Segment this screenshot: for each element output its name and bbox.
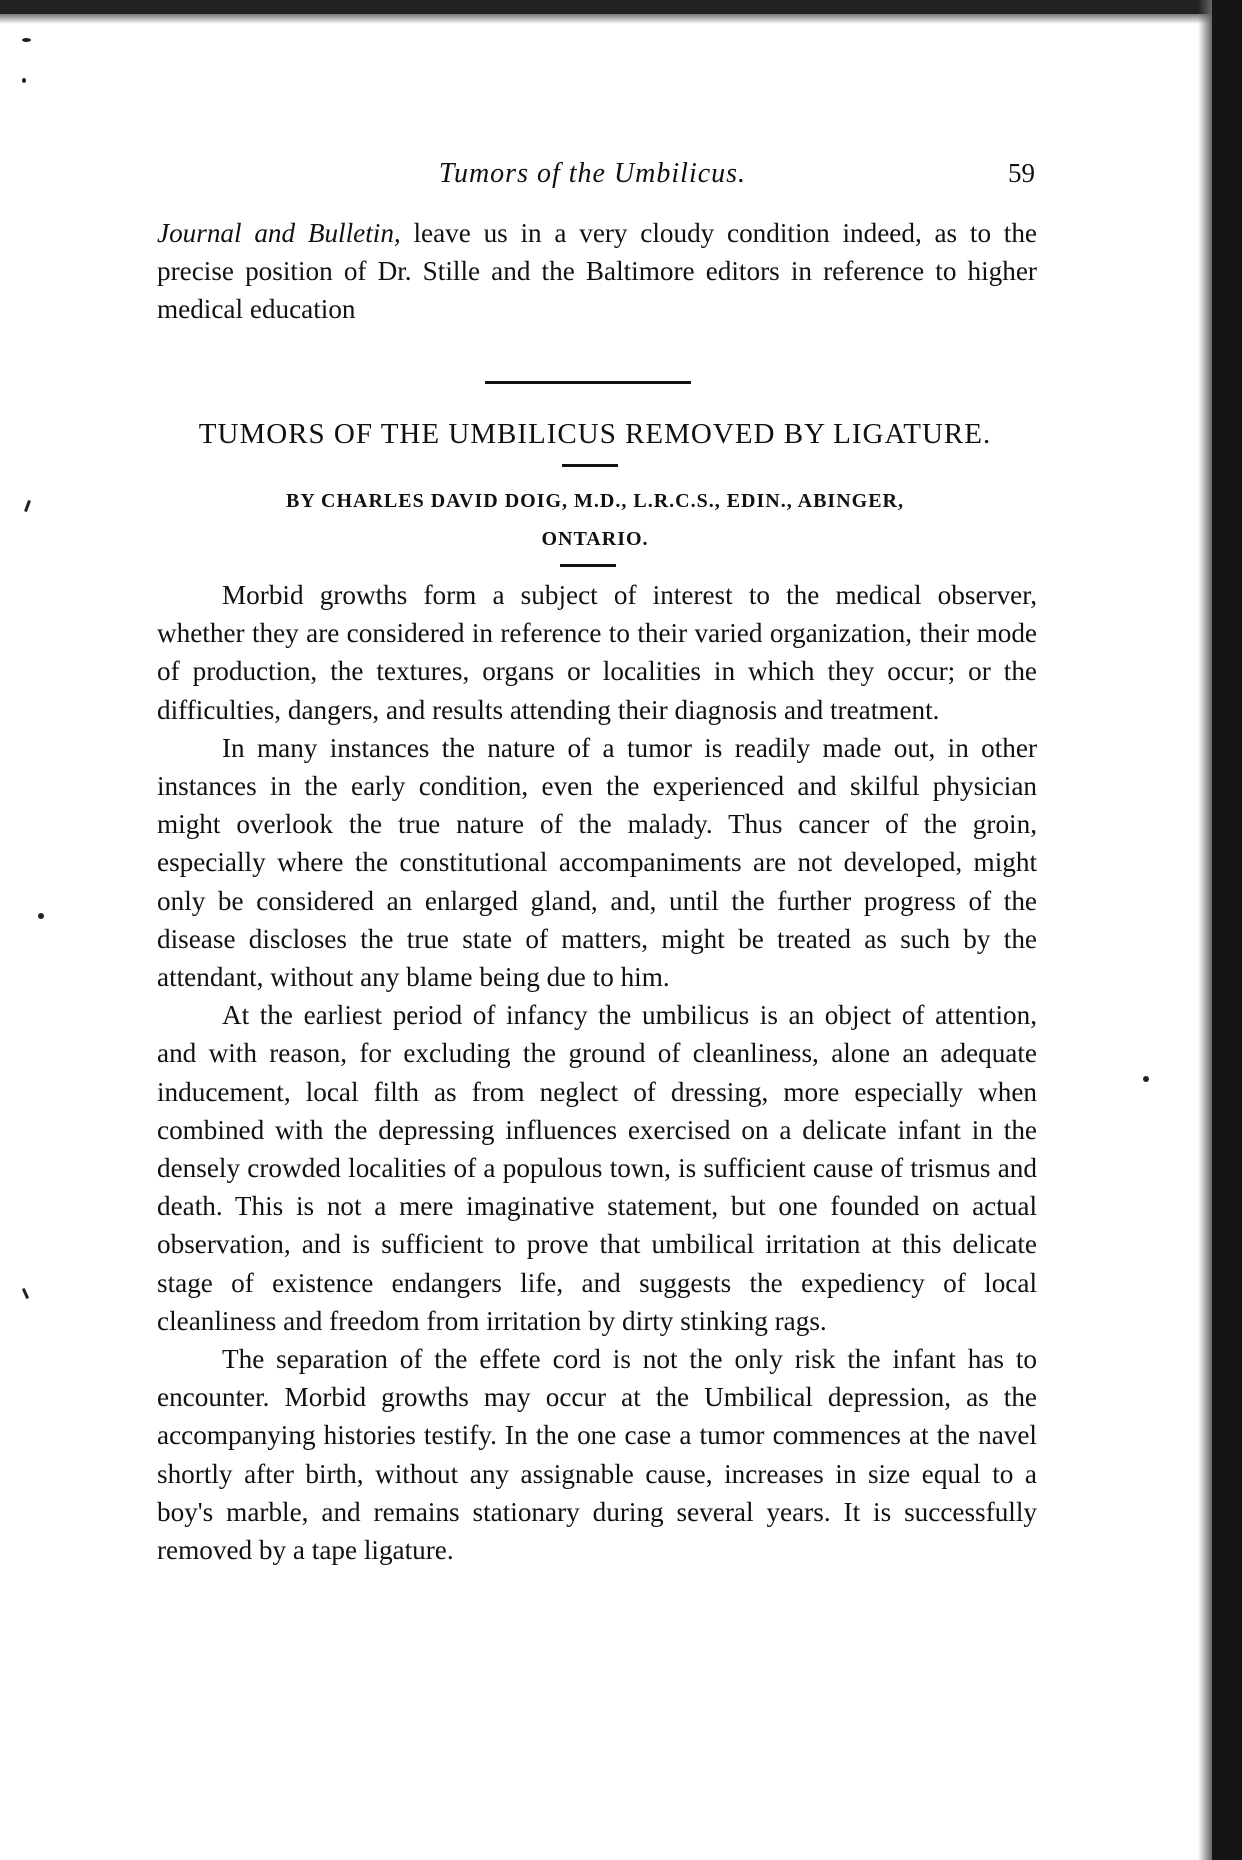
- running-title: Tumors of the Umbilicus.: [438, 158, 747, 189]
- scan-speck: [1143, 1076, 1149, 1082]
- scan-speck: [22, 78, 26, 83]
- scan-shadow-right: [1198, 0, 1212, 1860]
- title-rule: [562, 464, 618, 467]
- body-paragraph: Morbid growths form a subject of interest to the medical observer, whether they are considered in reference to their varied organization, their mode of production, the textures, organs or localities in which they occur; or the difficulties, dangers, and results attending their diagnosis and treatment.: [157, 580, 1037, 725]
- journal-name: Journal and Bulletin,: [157, 218, 401, 248]
- body-paragraph: At the earliest period of infancy the umbilicus is an object of attention, and with reason, for excluding the ground of cleanliness, alone an adequate inducement, local filth as from neglect of dressing, more especially when combined with the depressing influences exercised on a delicate infant in the densely crowded localities of a populous town, is sufficient cause of trismus and death. This is not a mere imaginative statement, but one founded on actual observation, and is sufficient to prove that umbilical irritation at this delicate stage of existence endangers life, and suggests the expediency of local cleanliness and freedom from irritation by dirty stinking rags.: [157, 1000, 1037, 1336]
- scan-speck: [38, 913, 44, 919]
- article-title: TUMORS OF THE UMBILICUS REMOVED BY LIGATURE.: [198, 418, 992, 450]
- scan-shadow-top: [0, 14, 1242, 24]
- article-body: [157, 576, 1037, 1569]
- scan-speck: [24, 500, 31, 512]
- byline-place: ONTARIO.: [541, 528, 649, 550]
- body-paragraph: The separation of the effete cord is not the only risk the infant has to encounter. Morbid growths may occur at the Umbilical depression, as the accompanying histories testify. In the one case a tumor commences at the navel shortly after birth, without any assignable cause, increases in size equal to a boy's marble, and remains stationary during several years. It is successfully removed by a tape ligature.: [157, 1344, 1037, 1566]
- scan-speck: [22, 38, 31, 42]
- byline-rule: [560, 564, 616, 567]
- scan-speck: [22, 1288, 29, 1299]
- byline: [200, 482, 990, 558]
- byline-author: BY CHARLES DAVID DOIG, M.D., L.R.C.S., EDIN., ABINGER,: [286, 490, 904, 512]
- body-paragraph: In many instances the nature of a tumor is readily made out, in other instances in the early condition, even the experienced and skilful physician might overlook the true nature of the malady. Thus cancer of the groin, especially where the constitutional accompaniments are not developed, might only be considered an enlarged gland, and, until the further progress of the disease discloses the true state of matters, might be treated as such by the attendant, without any blame being due to him.: [157, 732, 1037, 993]
- section-divider: [485, 381, 691, 384]
- scan-border-right: [1212, 0, 1242, 1860]
- page-header: [150, 158, 1035, 198]
- scan-border-top: [0, 0, 1242, 14]
- intro-text: leave us in a very cloudy condition indeed, as to the precise position of Dr. Stille and the Baltimore editors in reference to higher medical education: [157, 218, 1037, 325]
- intro-paragraph: [157, 214, 1037, 329]
- page-number: 59: [1008, 158, 1035, 188]
